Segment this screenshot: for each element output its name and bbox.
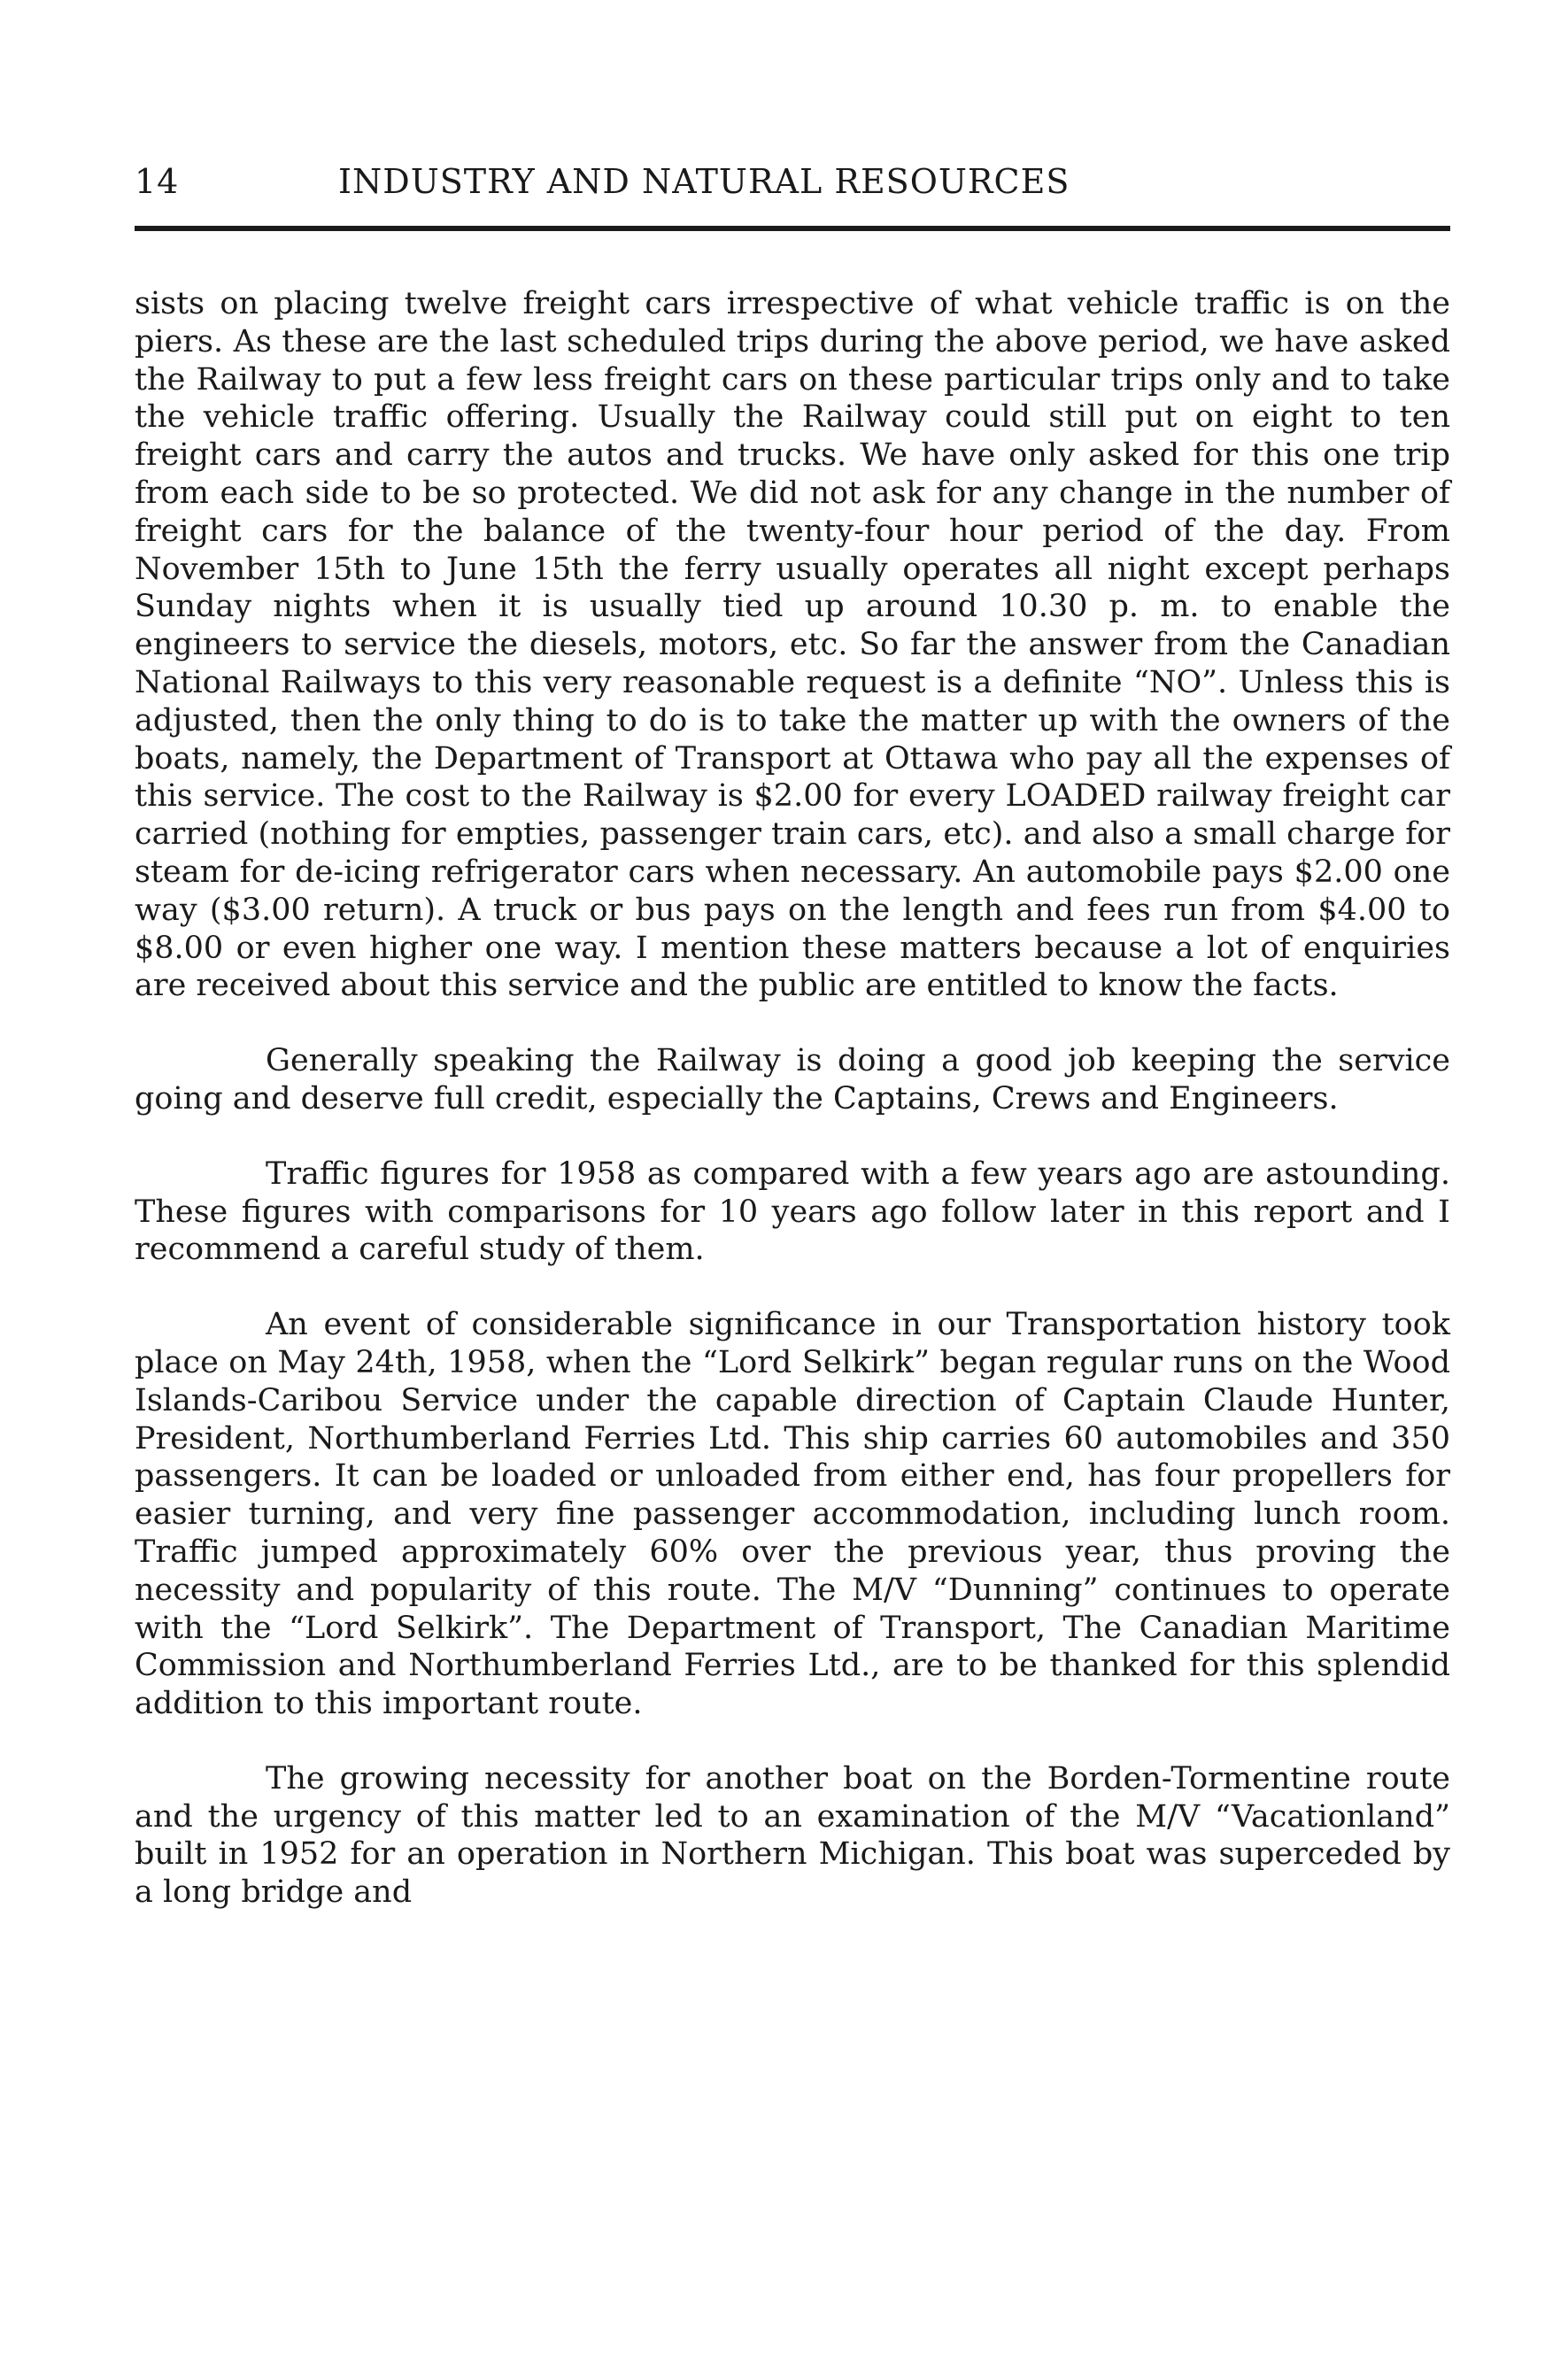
paragraph: The growing necessity for another boat on the Borden-Tormentine route and the urgency of this matter led to an examination of the M/V “Vacationland” built in 1952 for an operation in Northern Michigan. This boat was superceded by a long bridge and	[135, 1760, 1450, 1911]
page-header	[135, 155, 1450, 208]
body-text	[135, 285, 1450, 1949]
header-rule	[135, 226, 1450, 231]
paragraph: Traffic figures for 1958 as compared with a few years ago are astounding. These figures with comparisons for 10 years ago follow later in this report and I recommend a careful study of them.	[135, 1155, 1450, 1268]
paragraph: sists on placing twelve freight cars irrespective of what vehicle traffic is on the piers. As these are the last scheduled trips during the above period, we have asked the Railway to put a few less freight cars on these particular trips only and to take the vehicle traffic offering. Usually the Railway could still put on eight to ten freight cars and carry the autos and trucks. We have only asked for this one trip from each side to be so protected. We did not ask for any change in the number of freight cars for the balance of the twenty-four hour period of the day. From November 15th to June 15th the ferry usually operates all night except perhaps Sunday nights when it is usually tied up around 10.30 p. m. to enable the engineers to service the diesels, motors, etc. So far the answer from the Canadian National Railways to this very reasonable request is a definite “NO”. Unless this is adjusted, then the only thing to do is to take the matter up with the owners of the boats, namely, the Department of Transport at Ottawa who pay all the expenses of this service. The cost to the Railway is $2.00 for every LOADED railway freight car carried (nothing for empties, passenger train cars, etc). and also a small charge for steam for de-icing refrigerator cars when necessary. An automobile pays $2.00 one way ($3.00 return). A truck or bus pays on the length and fees run from $4.00 to $8.00 or even higher one way. I mention these matters because a lot of enquiries are received about this service and the public are entitled to know the facts.	[135, 286, 1450, 1004]
paragraph: An event of considerable significance in our Transportation history took place on May 24th, 1958, when the “Lord Selkirk” began regular runs on the Wood Islands-Caribou Service under the capable direction of Captain Claude Hunter, President, Northumberland Ferries Ltd. This ship carries 60 automobiles and 350 passengers. It can be loaded or unloaded from either end, has four propellers for easier turning, and very fine passenger accommodation, including lunch room. Traffic jumped approximately 60% over the previous year, thus proving the necessity and popularity of this route. The M/V “Dunning” continues to operate with the “Lord Selkirk”. The Department of Transport, The Canadian Maritime Commission and Northumberland Ferries Ltd., are to be thanked for this splendid addition to this important route.	[135, 1307, 1450, 1722]
paragraph: Generally speaking the Railway is doing a good job keeping the service going and deserve full credit, especially the Captains, Crews and Engineers.	[135, 1043, 1450, 1117]
page-number: 14	[135, 162, 180, 201]
running-title: INDUSTRY AND NATURAL RESOURCES	[338, 162, 1070, 201]
